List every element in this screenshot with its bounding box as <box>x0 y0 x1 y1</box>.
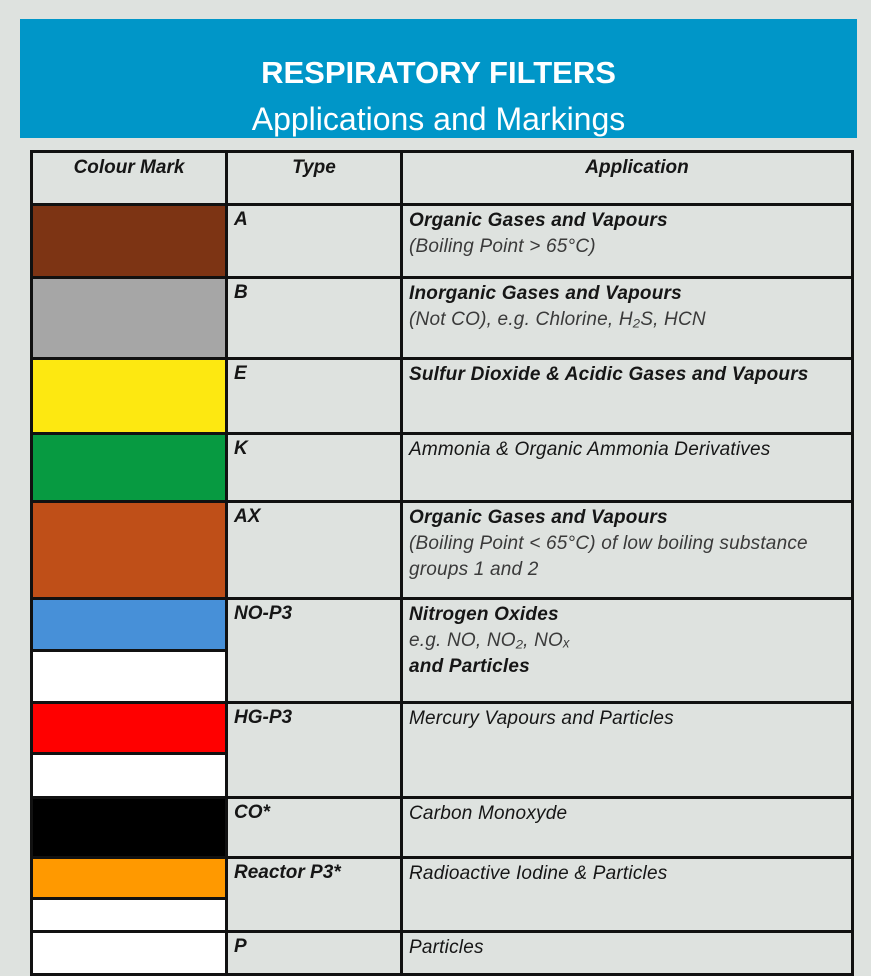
application-cell <box>402 798 853 858</box>
colour-mark-cell <box>32 798 227 858</box>
colour-mark-cell <box>32 278 227 359</box>
application-cell <box>402 932 853 975</box>
table-row <box>32 434 853 502</box>
filter-type-cell: E <box>227 359 402 434</box>
table-row <box>32 858 853 932</box>
table-row <box>32 359 853 434</box>
application-cell <box>402 703 853 798</box>
table-row <box>32 278 853 359</box>
filters-table <box>30 150 854 976</box>
colour-swatch <box>33 649 225 701</box>
application-cell <box>402 359 853 434</box>
colour-mark-cell <box>32 599 227 703</box>
application-cell <box>402 434 853 502</box>
application-main-text: Organic Gases and Vapours <box>409 507 668 528</box>
application-detail-text: (Boiling Point > 65°C) <box>409 236 596 257</box>
colour-swatch <box>33 360 225 432</box>
colour-swatch <box>33 600 225 649</box>
filter-type-cell: P <box>227 932 402 975</box>
page-subtitle: Applications and Markings <box>251 101 626 137</box>
application-cell <box>402 278 853 359</box>
table-header-row <box>32 152 853 205</box>
colour-swatch <box>33 206 225 276</box>
page-header <box>20 19 857 138</box>
application-cell <box>402 599 853 703</box>
table-row <box>32 798 853 858</box>
colour-swatch <box>33 435 225 500</box>
filter-type-cell: HG-P3 <box>227 703 402 798</box>
colour-swatch <box>33 752 225 796</box>
table-row <box>32 205 853 278</box>
application-main-text: Particles <box>409 937 484 958</box>
colour-swatch <box>33 704 225 752</box>
application-detail-text: e.g. NO, NO₂, NOₓ <box>409 630 571 651</box>
colour-mark-cell <box>32 502 227 599</box>
application-cell <box>402 858 853 932</box>
filter-type-cell: B <box>227 278 402 359</box>
filter-type-cell: Reactor P3* <box>227 858 402 932</box>
filter-type-cell: AX <box>227 502 402 599</box>
colour-mark-cell <box>32 359 227 434</box>
application-cell <box>402 205 853 278</box>
application-cell <box>402 502 853 599</box>
colour-mark-cell <box>32 434 227 502</box>
application-extra-text: and Particles <box>409 656 530 677</box>
application-main-text: Radioactive Iodine & Particles <box>409 863 668 884</box>
column-header-type: Type <box>227 152 402 205</box>
table-row <box>32 703 853 798</box>
colour-mark-cell <box>32 703 227 798</box>
colour-swatch <box>33 859 225 897</box>
application-detail-text: (Boiling Point < 65°C) of low boiling substance groups 1 and 2 <box>409 533 808 580</box>
colour-swatch <box>33 897 225 930</box>
application-detail-text: (Not CO), e.g. Chlorine, H₂S, HCN <box>409 309 706 330</box>
table-row <box>32 502 853 599</box>
colour-swatch <box>33 933 225 973</box>
filter-type-cell: CO* <box>227 798 402 858</box>
application-main-text: Nitrogen Oxides <box>409 604 559 625</box>
application-main-text: Sulfur Dioxide & Acidic Gases and Vapours <box>409 364 809 385</box>
colour-swatch <box>33 799 225 856</box>
table-row <box>32 599 853 703</box>
filter-type-cell: A <box>227 205 402 278</box>
colour-mark-cell <box>32 205 227 278</box>
column-header-colour-mark: Colour Mark <box>32 152 227 205</box>
colour-swatch <box>33 279 225 357</box>
colour-swatch <box>33 503 225 597</box>
column-header-application: Application <box>402 152 853 205</box>
colour-mark-cell <box>32 932 227 975</box>
table-row <box>32 932 853 975</box>
application-main-text: Inorganic Gases and Vapours <box>409 283 682 304</box>
application-main-text: Mercury Vapours and Particles <box>409 708 674 729</box>
application-main-text: Carbon Monoxyde <box>409 803 568 824</box>
application-main-text: Organic Gases and Vapours <box>409 210 668 231</box>
colour-mark-cell <box>32 858 227 932</box>
filters-table-container <box>30 150 851 958</box>
application-main-text: Ammonia & Organic Ammonia Derivatives <box>409 439 771 460</box>
page-title: RESPIRATORY FILTERS <box>261 55 616 90</box>
filter-type-cell: K <box>227 434 402 502</box>
filter-type-cell: NO-P3 <box>227 599 402 703</box>
